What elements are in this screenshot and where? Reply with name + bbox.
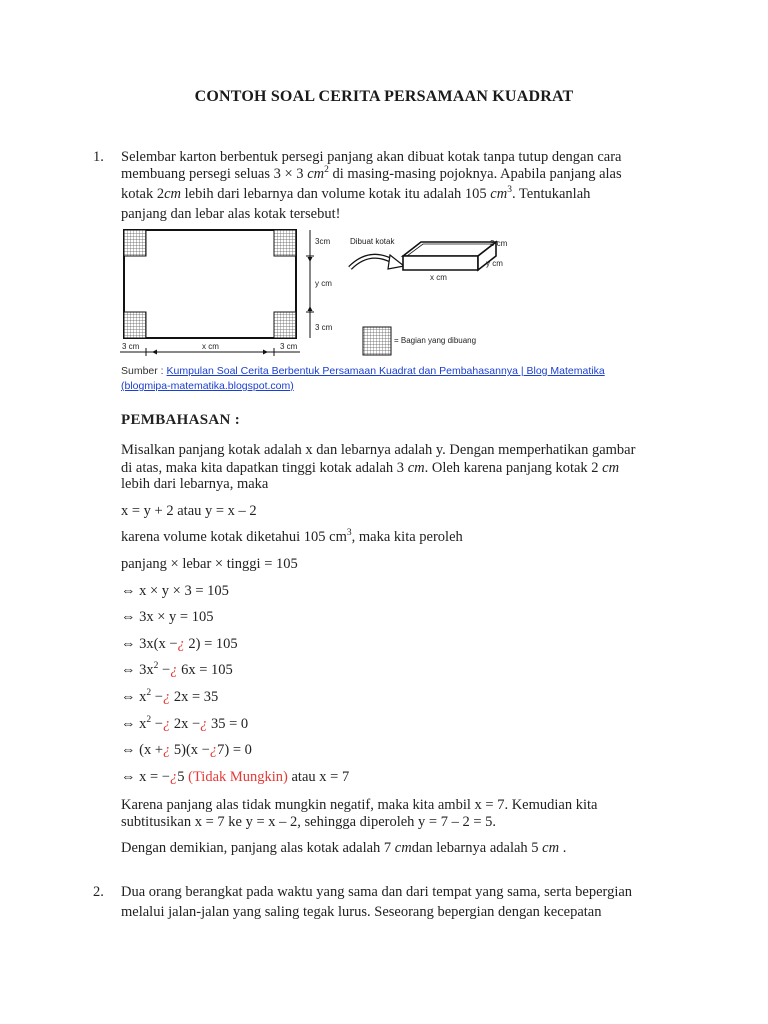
legend-label: = Bagian yang dibuang (394, 336, 477, 345)
problem-1-text-b2: di masing-masing pojoknya. Apabila panjang alas (328, 166, 622, 182)
broken-glyph: ¿ (177, 636, 185, 652)
label-box-3cm: 3 cm (490, 239, 508, 248)
step-text: 5 (177, 769, 189, 785)
problem-1-text-b1: membuang persegi seluas (121, 166, 274, 182)
exponent-2: 2 (324, 165, 329, 176)
step-text: ⇔ (x + (121, 742, 164, 758)
step-4 (121, 662, 233, 679)
problem-1-text-c2: lebih dari lebarnya dan volume kotak itu adalah (181, 186, 465, 202)
step-text: ⇔ 3x (121, 662, 154, 678)
problem-1-text-d: panjang dan lebar alas kotak tersebut! (121, 206, 341, 222)
area-expression: 3 × 3 (273, 166, 304, 182)
broken-glyph: ¿ (169, 769, 178, 785)
label-bottom-right: 3 cm (280, 342, 298, 351)
source-link[interactable] (121, 365, 605, 392)
exponent-2: 2 (146, 715, 152, 726)
step-8 (121, 769, 349, 786)
step-1: ⇔ x × y × 3 = 105 (121, 583, 229, 599)
unit-cm: cm (407, 460, 425, 476)
cut-corner-top-left (124, 230, 146, 256)
problem-1-text-c1: kotak (121, 186, 157, 202)
step-text: − (158, 662, 171, 678)
solution-p1-line-3 (121, 476, 268, 493)
equation-2: panjang × lebar × tinggi = 105 (121, 556, 298, 572)
problem-1-text-a: Selembar karton berbentuk persegi panjang akan dibuat kotak tanpa tutup dengan cara (121, 149, 622, 165)
conclusion-line-1: Karena panjang alas tidak mungkin negatif, maka kita ambil x = 7. Kemudian kita (121, 797, 598, 813)
solution-p1-line-1 (121, 442, 635, 459)
step-text: − (151, 716, 163, 732)
step-text: 35 = 0 (207, 716, 249, 732)
volume-value: 105 (464, 186, 487, 202)
source-citation (121, 364, 681, 394)
solution-p1-line-2 (121, 460, 619, 477)
source-link-line-1: Kumpulan Soal Cerita Berbentuk Persamaan Kuadrat dan Pembahasannya | Blog Matematika (166, 365, 605, 377)
label-y-cm: y cm (315, 279, 332, 288)
step-5 (121, 689, 218, 706)
unit-cm: cm (307, 166, 325, 182)
step-text: atau x = 7 (287, 769, 350, 785)
cut-corner-bottom-right (274, 312, 296, 338)
unit-cm: cm (602, 460, 620, 476)
problem-1-line-3 (121, 186, 590, 203)
solution-text: di atas, maka kita dapatkan tinggi kotak adalah 3 (121, 460, 405, 476)
broken-glyph: ¿ (200, 716, 208, 732)
answer-width: 5 (531, 840, 539, 856)
problem-2-line-1: Dua orang berangkat pada waktu yang sama dan dari tempat yang sama, serta bepergian (121, 884, 633, 900)
problem-1-line-4 (121, 206, 340, 223)
answer-text: . (559, 840, 567, 856)
source-prefix: Sumber : (121, 365, 167, 377)
problem-2-number: 2. (93, 884, 104, 900)
solution-text: lebih dari lebarnya, maka (121, 476, 269, 492)
solution-text: karena volume kotak diketahui 105 cm (121, 529, 347, 545)
volume-statement (121, 529, 463, 546)
answer-length: 7 (383, 840, 392, 856)
problem-1-line-2 (121, 166, 622, 183)
solution-heading: PEMBAHASAN : (121, 412, 241, 428)
label-3cm-bottom: 3 cm (315, 323, 333, 332)
solution-text: . Oleh karena panjang kotak 2 (424, 460, 599, 476)
exponent-2: 2 (146, 688, 152, 699)
label-bottom-mid: x cm (202, 342, 219, 351)
step-6 (121, 716, 248, 733)
unit-cm: cm (394, 840, 412, 856)
final-answer (121, 840, 566, 857)
legend-hatch-swatch (363, 327, 391, 355)
not-possible-note: (Tidak Mungkin) (188, 769, 288, 785)
broken-glyph: ¿ (162, 689, 171, 705)
step-text: 7) = 0 (217, 742, 252, 758)
unit-cm: cm (164, 186, 182, 202)
step-text: 2x − (170, 716, 201, 732)
step-text: 2) = 105 (184, 636, 238, 652)
page-title: CONTOH SOAL CERITA PERSAMAAN KUADRAT (194, 88, 574, 105)
conclusion-line-2: subtitusikan x = 7 ke y = x – 2, sehingga diperoleh y = 7 – 2 = 5. (121, 814, 497, 830)
step-text: 6x = 105 (177, 662, 233, 678)
solution-text: Misalkan panjang kotak adalah x dan lebarnya adalah y. Dengan memperhatikan gambar (121, 442, 636, 458)
step-3 (121, 636, 238, 653)
problem-1-number: 1. (93, 149, 104, 165)
step-2: ⇔ 3x × y = 105 (121, 609, 214, 625)
unit-cm: cm (490, 186, 508, 202)
solution-text: , maka kita peroleh (351, 529, 463, 545)
label-dibuat-kotak: Dibuat kotak (350, 237, 395, 246)
answer-text: Dengan demikian, panjang alas kotak adalah (121, 840, 384, 856)
curved-arrow-head (388, 255, 404, 269)
broken-glyph: ¿ (170, 662, 178, 678)
step-text: ⇔ x (121, 689, 147, 705)
label-box-x-cm: x cm (430, 273, 447, 282)
label-box-y-cm: y cm (486, 259, 503, 268)
step-text: ⇔ x = − (121, 769, 170, 785)
broken-glyph: ¿ (162, 716, 171, 732)
step-7 (121, 742, 252, 759)
step-text: ⇔ 3x(x − (121, 636, 178, 652)
source-link-line-2: (blogmipa-matematika.blogspot.com) (121, 380, 294, 392)
label-bottom-left: 3 cm (122, 342, 140, 351)
cardboard-outline (124, 230, 296, 338)
step-text: 2x = 35 (170, 689, 219, 705)
cut-corner-bottom-left (124, 312, 146, 338)
broken-glyph: ¿ (209, 742, 218, 758)
exponent-3: 3 (507, 185, 512, 196)
step-text: 5)(x − (170, 742, 210, 758)
step-text: − (151, 689, 163, 705)
exponent-3: 3 (346, 528, 352, 539)
step-text: ⇔ x (121, 716, 147, 732)
box-front-face (403, 256, 478, 270)
label-3cm-top: 3cm (315, 237, 331, 246)
length-difference: 2 (156, 186, 165, 202)
answer-text: dan lebarnya adalah (411, 840, 532, 856)
exponent-2: 2 (153, 661, 159, 672)
cut-corner-top-right (274, 230, 296, 256)
broken-glyph: ¿ (163, 742, 171, 758)
problem-1-line-1 (121, 149, 621, 166)
unit-cm: cm (542, 840, 560, 856)
problem-1-text-c3: . Tentukanlah (511, 186, 591, 202)
problem-2-line-2: melalui jalan-jalan yang saling tegak lurus. Seseorang bepergian dengan kecepatan (121, 904, 602, 920)
box-net-figure (118, 224, 526, 360)
equation-1: x = y + 2 atau y = x – 2 (121, 503, 257, 519)
